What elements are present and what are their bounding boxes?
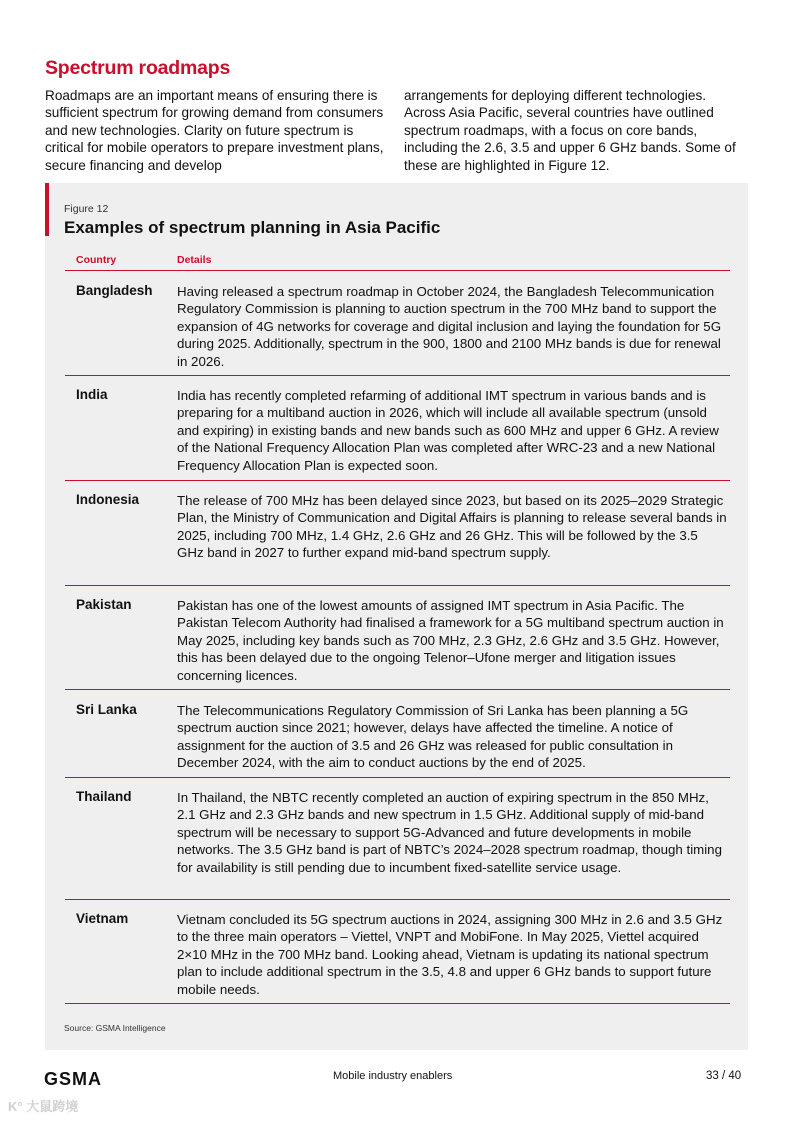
intro-paragraph-left: Roadmaps are an important means of ensuring there is sufficient spectrum for growing demand from consumers and new technologies. Clarity on future spectrum is critical for mobile operators to prepare investment plans, secure financing and develop [45, 88, 384, 173]
row-details: Pakistan has one of the lowest amounts of assigned IMT spectrum in Asia Pacific. The Pakistan Telecom Authority had finalised a framework for a 5G multiband spectrum auction in May 2025, including key bands such as 700 MHz, 2.3 GHz, 2.6 GHz and 3.5 GHz. However, this has been delayed due to the ongoing Telenor–Ufone merger and litigation issues concerning licences. [177, 598, 724, 683]
footer-title: Mobile industry enablers [333, 1070, 453, 1082]
row-details: India has recently completed refarming of additional IMT spectrum in various bands and is preparing for a multiband auction in 2026, which will include all available spectrum (unsold and expiring) in existing bands and new bands such as 600 MHz and upper 6 GHz. A review of the National Frequency Allocation Plan was completed after WRC-23 and a new National Frequency Allocation Plan is expected soon. [177, 388, 719, 473]
figure-label: Figure 12 [64, 203, 109, 215]
row-country: Thailand [76, 789, 132, 804]
intro-paragraph-right: arrangements for deploying different technologies. Across Asia Pacific, several countries have outlined spectrum roadmaps, with a focus on core bands, including the 2.6, 3.5 and upper 6 GHz bands. Some of these are highlighted in Figure 12. [404, 88, 736, 173]
row-country: Pakistan [76, 597, 132, 612]
row-country: India [76, 387, 108, 402]
header-details: Details [177, 254, 212, 266]
row-rule [65, 777, 730, 778]
watermark: K° 大鼠跨境 [8, 1099, 79, 1114]
figure-accent-bar [45, 183, 49, 236]
figure-title: Examples of spectrum planning in Asia Pacific [64, 218, 441, 237]
gsma-logo [44, 1070, 142, 1088]
section-title: Spectrum roadmaps [45, 57, 231, 79]
row-details: The Telecommunications Regulatory Commission of Sri Lanka has been planning a 5G spectrum auction since 2021; however, delays have affected the timeline. A notice of assignment for the auction of 3.5 and 26 GHz was released for public consultation in December 2024, with the aim to conduct auctions by the end of 2025. [177, 703, 689, 771]
row-country: Indonesia [76, 492, 140, 507]
row-rule [65, 689, 730, 690]
row-rule [65, 585, 730, 586]
row-country: Sri Lanka [76, 702, 137, 717]
row-details: The release of 700 MHz has been delayed since 2023, but based on its 2025–2029 Strategic Plan, the Ministry of Communication and Digital Affairs is planning to release several bands in 2025, including 700 MHz, 1.4 GHz, 2.6 GHz and 26 GHz. This will be followed by the 3.5 GHz band in 2027 to further expand mid-band spectrum supply. [177, 493, 727, 561]
page-number: 33 / 40 [706, 1070, 742, 1082]
row-rule [65, 480, 730, 481]
gsma-logo-text: GSMA [44, 1070, 102, 1088]
row-rule [65, 375, 730, 376]
row-details: In Thailand, the NBTC recently completed an auction of expiring spectrum in the 850 MHz, 2.1 GHz and 2.3 GHz bands and new spectrum in 1.5 GHz. Additional supply of mid-band spectrum will be necessary to support 5G-Advanced and future developments in mobile networks. The 3.5 GHz band is part of NBTC’s 2024–2028 spectrum roadmap, though timing for availability is still pending due to incumbent fixed-satellite service usage. [177, 790, 722, 875]
row-rule [65, 899, 730, 900]
row-rule [65, 1003, 730, 1004]
row-details: Having released a spectrum roadmap in October 2024, the Bangladesh Telecommunication Regulatory Commission is planning to auction spectrum in the 700 MHz band to support the expansion of 4G networks for coverage and digital inclusion and laying the foundation for 5G during 2025. Additionally, spectrum in the 900, 1800 and 2100 MHz bands is due for renewal in 2026. [177, 284, 722, 369]
row-details: Vietnam concluded its 5G spectrum auctions in 2024, assigning 300 MHz in 2.6 and 3.5 GHz to the three main operators – Viettel, VNPT and MobiFone. In May 2025, Viettel acquired 2×10 MHz in the 700 MHz band. Looking ahead, Vietnam is updating its national spectrum plan to include additional spectrum in the 3.5, 4.8 and upper 6 GHz bands to support future mobile needs. [177, 912, 723, 997]
header-rule [65, 270, 730, 271]
header-country: Country [76, 254, 117, 266]
figure-source: Source: GSMA Intelligence [64, 1023, 166, 1033]
row-country: Vietnam [76, 911, 129, 926]
row-country: Bangladesh [76, 283, 153, 298]
